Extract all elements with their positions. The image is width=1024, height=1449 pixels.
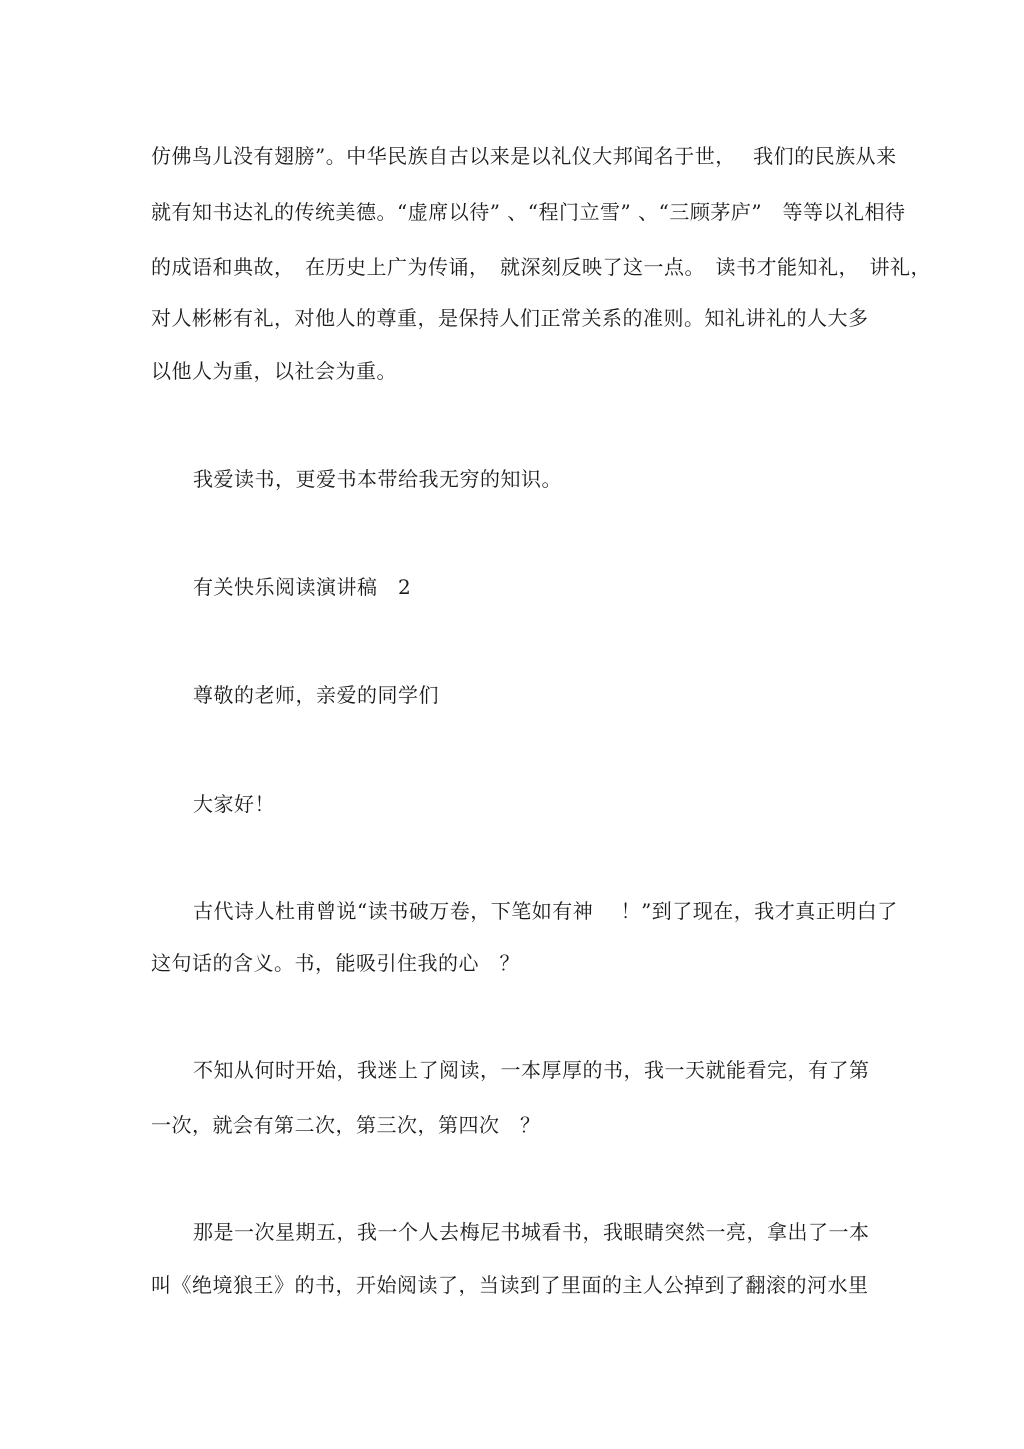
paragraph-line: 以他人为重，以社会为重。 <box>151 359 397 383</box>
section-heading: 有关快乐阅读演讲稿 2 <box>193 575 412 599</box>
paragraph-line: 不知从何时开始，我迷上了阅读，一本厚厚的书，我一天就能看完，有了第 <box>193 1058 870 1082</box>
paragraph-line: 这句话的含义。书，能吸引住我的心 ？ <box>151 951 520 975</box>
paragraph-line: 我爱读书，更爱书本带给我无穷的知识。 <box>193 467 562 491</box>
paragraph-line: 叫《绝境狼王》的书，开始阅读了，当读到了里面的主人公掉到了翻滚的河水里 <box>151 1273 869 1297</box>
paragraph-line: 对人彬彬有礼，对他人的尊重，是保持人们正常关系的准则。知礼讲礼的人大多 <box>151 306 869 330</box>
salutation: 尊敬的老师，亲爱的同学们 <box>193 683 439 707</box>
paragraph-line: 仿佛鸟儿没有翅膀”。中华民族自古以来是以礼仪大邦闻名于世， 我们的民族从来 <box>151 144 897 168</box>
paragraph-line: 的成语和典故， 在历史上广为传诵， 就深刻反映了这一点。 读书才能知礼， 讲礼， <box>151 255 931 279</box>
paragraph-line: 古代诗人杜甫曾说“读书破万卷，下笔如有神 ！”到了现在，我才真正明白了 <box>193 899 898 923</box>
paragraph-line: 那是一次星期五，我一个人去梅尼书城看书，我眼睛突然一亮，拿出了一本 <box>193 1220 870 1244</box>
greeting: 大家好！ <box>193 792 275 816</box>
paragraph-line: 一次，就会有第二次，第三次，第四次 ？ <box>151 1113 541 1137</box>
paragraph-line: 就有知书达礼的传统美德。“虚席以待” 、“程门立雪” 、“三顾茅庐” 等等以礼相待 <box>151 200 906 224</box>
